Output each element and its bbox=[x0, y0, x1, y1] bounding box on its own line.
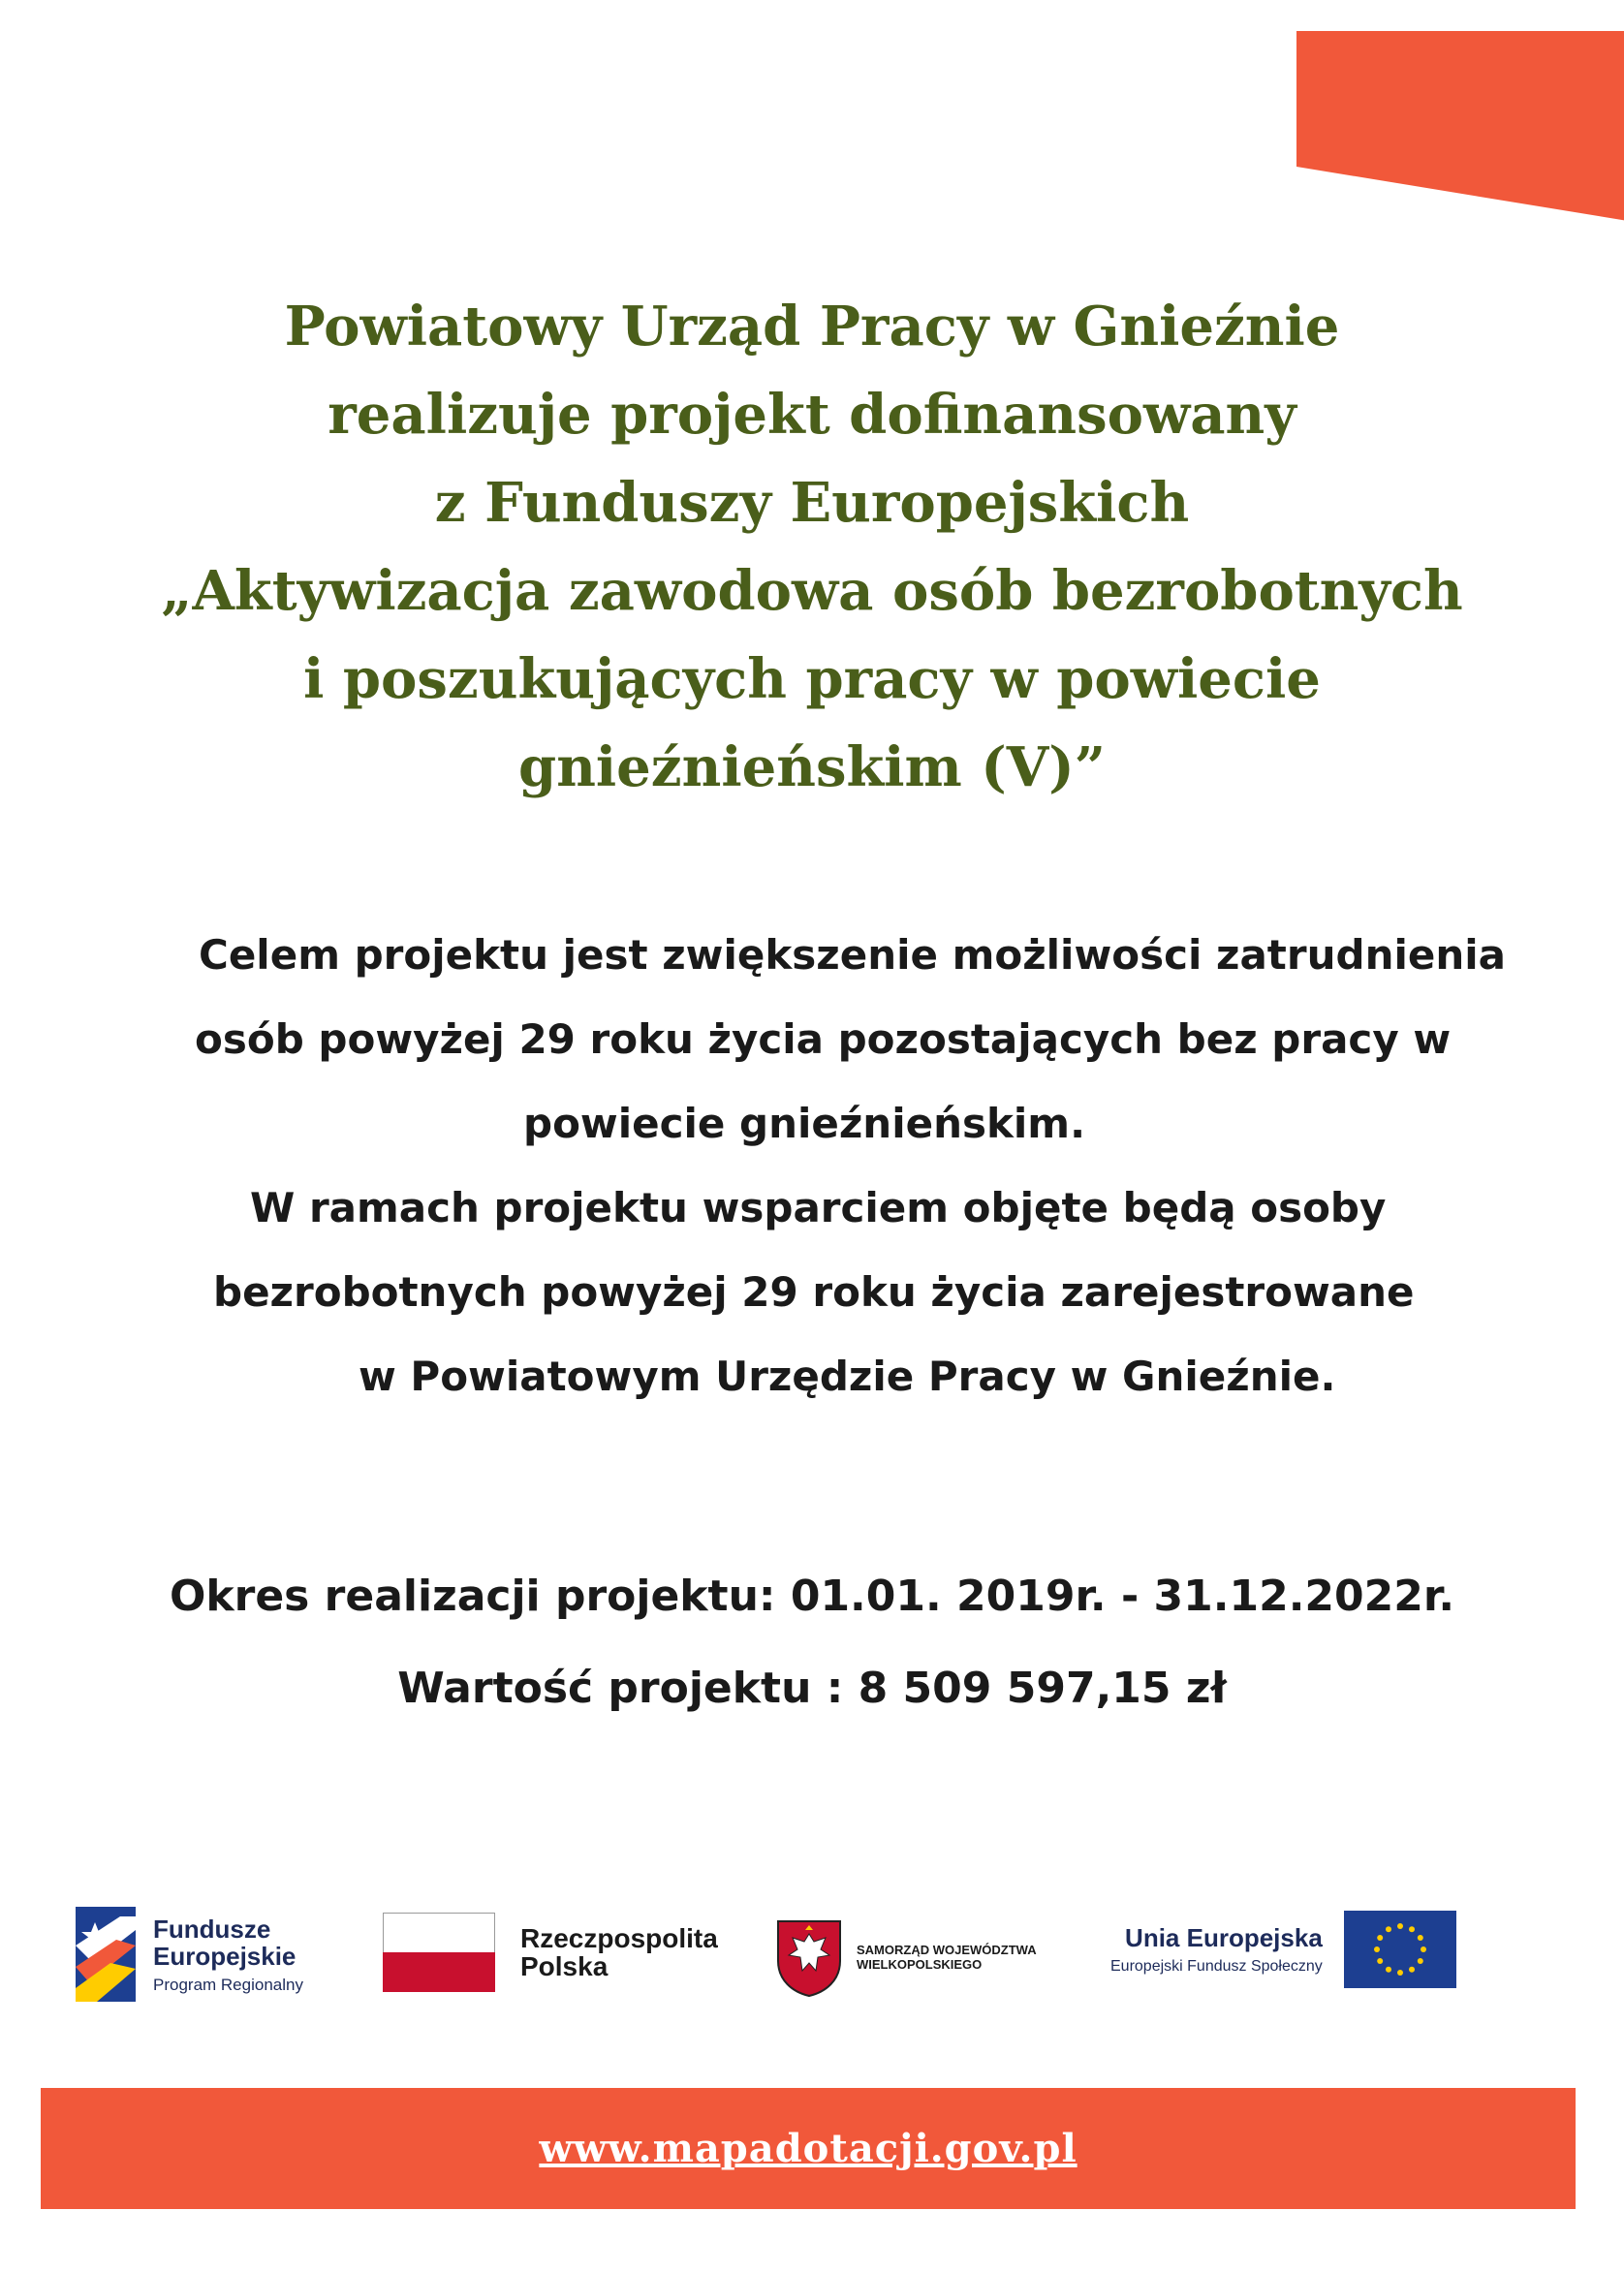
description-line: Celem projektu jest zwiększenie możliwości zatrudnienia bbox=[199, 931, 1506, 979]
title-line: „Aktywizacja zawodowa osób bezrobotnych bbox=[161, 559, 1463, 623]
logo-rzeczpospolita-polska bbox=[383, 1913, 718, 1992]
fundusze-line3: Program Regionalny bbox=[153, 1975, 303, 1994]
title-line: i poszukujących pracy w powiecie bbox=[303, 647, 1321, 711]
mapadotacji-link[interactable]: www.mapadotacji.gov.pl bbox=[539, 2126, 1077, 2171]
samorzad-line2: WIELKOPOLSKIEGO bbox=[857, 1957, 983, 1972]
title-line: Powiatowy Urząd Pracy w Gnieźnie bbox=[284, 295, 1340, 358]
samorzad-line1: SAMORZĄD WOJEWÓDZTWA bbox=[857, 1943, 1037, 1958]
rzeczpospolita-line2: Polska bbox=[520, 1951, 609, 1981]
polish-flag-icon bbox=[383, 1913, 495, 1992]
project-period: Okres realizacji projektu: 01.01. 2019r. - 31.12.2022r. bbox=[169, 1572, 1455, 1621]
page-title bbox=[0, 283, 1624, 812]
title-line: gnieźnieńskim (V)” bbox=[518, 735, 1106, 799]
logos-row bbox=[0, 1899, 1624, 2035]
wielkopolska-coat-of-arms-icon bbox=[775, 1918, 843, 1998]
unia-line2: Europejski Fundusz Społeczny bbox=[1110, 1958, 1323, 1975]
description-line: w Powiatowym Urzędzie Pracy w Gnieźnie. bbox=[359, 1353, 1336, 1400]
description-line: bezrobotnych powyżej 29 roku życia zarejestrowane bbox=[213, 1268, 1415, 1316]
project-info bbox=[0, 1550, 1624, 1734]
fundusze-europejskie-emblem-icon bbox=[76, 1907, 136, 2002]
logo-samorzad-wojewodztwa bbox=[775, 1918, 1037, 1998]
footer-bar bbox=[41, 2088, 1576, 2209]
title-line: realizuje projekt dofinansowany bbox=[328, 383, 1296, 447]
fundusze-line1: Fundusze bbox=[153, 1914, 271, 1944]
description-line: powiecie gnieźnieńskim. bbox=[523, 1100, 1086, 1147]
description-line: osób powyżej 29 roku życia pozostających bez pracy w bbox=[195, 1015, 1452, 1063]
corner-flag-decoration bbox=[1296, 31, 1624, 221]
eu-flag-icon bbox=[1344, 1911, 1456, 1988]
rzeczpospolita-line1: Rzeczpospolita bbox=[520, 1922, 718, 1953]
title-line: z Funduszy Europejskich bbox=[434, 471, 1190, 535]
fundusze-line2: Europejskie bbox=[153, 1941, 297, 1971]
description-line: W ramach projektu wsparciem objęte będą osoby bbox=[250, 1184, 1387, 1231]
logo-unia-europejska bbox=[1110, 1911, 1456, 1988]
project-value: Wartość projektu : 8 509 597,15 zł bbox=[397, 1664, 1227, 1713]
unia-line1: Unia Europejska bbox=[1125, 1922, 1323, 1952]
project-description bbox=[0, 913, 1624, 1418]
logo-fundusze-europejskie bbox=[76, 1907, 303, 2002]
